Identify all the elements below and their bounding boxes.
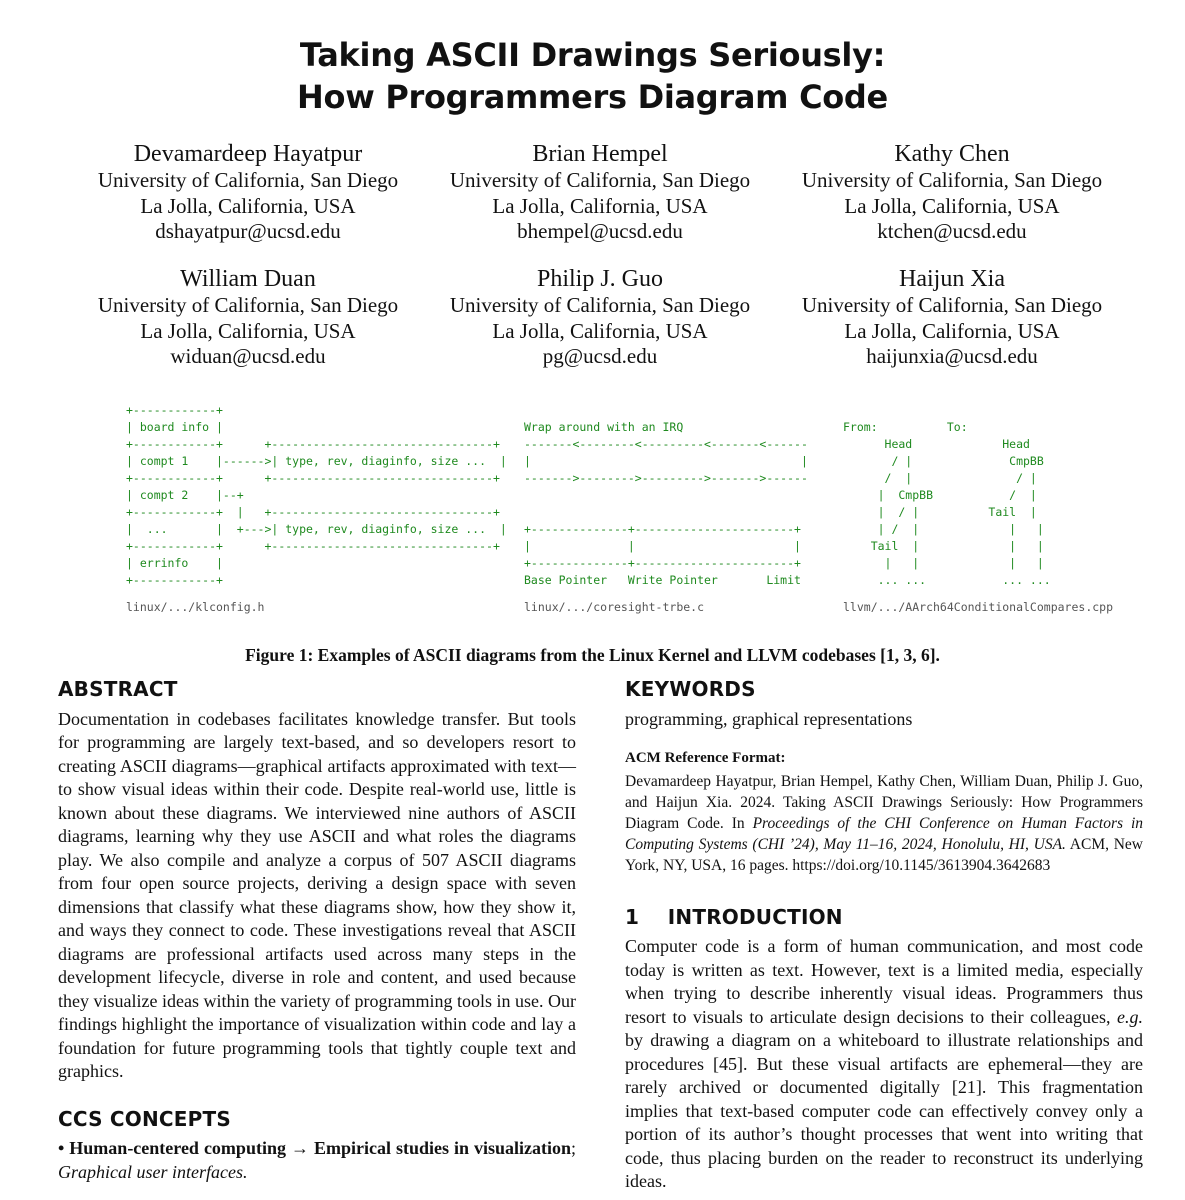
author-block (68, 265, 428, 370)
ascii-diagram-aarch64: From: To: Head Head / | CmpBB / | / | | CmpBB / | | / | Tail | | / | | | Tail | | | | | | | ... ... ... ... (843, 420, 1051, 587)
author-affiliation: University of California, San Diego (801, 293, 1103, 317)
acm-reference-publisher: ACM, New York, NY, USA, 16 pages. https://doi.org/10.1145/3613904.3642683 (625, 835, 1143, 874)
author-location: La Jolla, California, USA (492, 193, 708, 218)
ascii-diagram-coresight: Wrap around with an IRQ -------<--------<---------<-------<------ | | ------->-------->--------->------->------ +--------------+-----------------------+ | | | +--------------+-----------------------+ Base Pointer Write Pointer Limit (524, 420, 808, 587)
author-affiliation: University of California, San Diego (97, 293, 399, 317)
author-location: La Jolla, California, USA (140, 318, 356, 343)
author-location: La Jolla, California, USA (140, 193, 356, 218)
diagram-source-path: linux/.../klconfig.h (126, 600, 265, 614)
acm-reference-venue: Proceedings of the CHI Conference on Human Factors in Computing Systems (CHI ’24), May 11–16, 2024, Honolulu, HI, USA. (625, 814, 1144, 853)
author-affiliation: University of California, San Diego (801, 168, 1103, 192)
ascii-diagram-klconfig: +------------+ | board info | +------------+ +--------------------------------+ | compt 1 |------>| type, rev, diaginfo, size ... | +------------+ +--------------------------------+ | compt 2 |--+ +------------+ | +--------------------------------+ | ... | +--->| type, rev, diaginfo, size ... | +------------+ +--------------------------------+ | errinfo | +------------+ (126, 403, 507, 587)
paper-title (0, 34, 1185, 118)
author-email: ktchen@ucsd.edu (877, 219, 1027, 243)
author-email: widuan@ucsd.edu (170, 344, 326, 368)
abstract-text: Documentation in codebases facilitates knowledge transfer. But tools for programming are largely text-based, and so developers resort to creating ASCII diagrams—graphical artifacts approximated with text—to show visual ideas within their code. Despite real-world use, little is known about these diagrams. We interviewed nine authors of ASCII diagrams, learning why they use ASCII and what roles the diagrams play. We also compile and analyze a corpus of 507 ASCII diagrams from four open source projects, deriving a design space with seven dimensions that classify what these diagrams show, how they show it, and ways they connect to code. These investigations reveal that ASCII diagrams are professional artifacts used across many steps in the development lifecycle, diverse in role and content, and used because they visualize ideas within the variety of programming tools in use. Our findings highlight the importance of visualization within code and lay a foundation for future programming tools that tightly couple text and graphics. (58, 708, 576, 1081)
author-block (420, 140, 780, 245)
ccs-heading: CCS CONCEPTS (58, 1106, 231, 1131)
author-name: William Duan (180, 266, 316, 292)
intro-text-italic: e.g. (1117, 1006, 1143, 1027)
author-affiliation: University of California, San Diego (449, 168, 751, 192)
author-affiliation: University of California, San Diego (449, 293, 751, 317)
author-name: Devamardeep Hayatpur (133, 141, 363, 167)
author-location: La Jolla, California, USA (492, 318, 708, 343)
author-block (772, 265, 1132, 370)
acm-reference-heading: ACM Reference Format: (625, 750, 786, 766)
author-location: La Jolla, California, USA (844, 193, 1060, 218)
author-email: pg@ucsd.edu (542, 344, 658, 368)
author-name: Brian Hempel (532, 141, 668, 167)
ccs-concept-primary: • Human-centered computing → Empirical studies in visualization (58, 1138, 571, 1158)
ccs-separator: ; (570, 1138, 576, 1158)
author-location: La Jolla, California, USA (844, 318, 1060, 343)
author-email: bhempel@ucsd.edu (517, 219, 683, 243)
left-column (58, 678, 576, 1184)
right-column (625, 678, 1143, 1194)
keywords-heading: KEYWORDS (625, 677, 756, 701)
diagram-source-path: linux/.../coresight-trbe.c (524, 600, 705, 614)
abstract-heading: ABSTRACT (58, 677, 178, 701)
intro-text-part: by drawing a diagram on a whiteboard to illustrate relationships and procedures [45]. But these visual artifacts are ephemeral—they are rarely archived or documented digitally [21]. This fragmentation implies that text-based computer code can effectively convey only a portion of its author’s thought processes that went into writing that code, thus placing burden on the reader to reconstruct its underlying ideas. (625, 1030, 1143, 1191)
title-line-2: How Programmers Diagram Code (297, 78, 888, 116)
introduction-heading: 1 INTRODUCTION (625, 904, 843, 929)
author-name: Philip J. Guo (536, 266, 664, 292)
author-affiliation: University of California, San Diego (97, 168, 399, 192)
author-block (68, 140, 428, 245)
author-name: Kathy Chen (894, 141, 1010, 167)
diagram-source-path: llvm/.../AArch64ConditionalCompares.cpp (843, 600, 1114, 614)
author-name: Haijun Xia (899, 266, 1005, 292)
intro-text-part: Computer code is a form of human communication, and most code today is written as text. However, text is a limited media, especially when trying to describe inherently visual ideas. Programmers thus resort to visuals to articulate design decisions to their colleagues, (625, 936, 1143, 1027)
acm-reference-authors: Devamardeep Hayatpur, Brian Hempel, Kathy Chen, William Duan, Philip J. Guo, and Haijun Xia. 2024. Taking ASCII Drawings Seriously: How Programmers Diagram Code. In (625, 772, 1143, 832)
ccs-text (58, 1137, 576, 1184)
title-line-1: Taking ASCII Drawings Seriously: (299, 36, 886, 74)
author-email: haijunxia@ucsd.edu (866, 344, 1038, 368)
acm-reference-text (625, 771, 1143, 876)
ccs-concept-secondary: Graphical user interfaces. (58, 1161, 248, 1182)
author-block (772, 140, 1132, 245)
introduction-text (625, 935, 1143, 1194)
keywords-text: programming, graphical representations (625, 708, 913, 729)
author-email: dshayatpur@ucsd.edu (155, 219, 341, 243)
figure-caption: Figure 1: Examples of ASCII diagrams from the Linux Kernel and LLVM codebases [1, 3, 6]. (245, 645, 940, 665)
author-block (420, 265, 780, 370)
